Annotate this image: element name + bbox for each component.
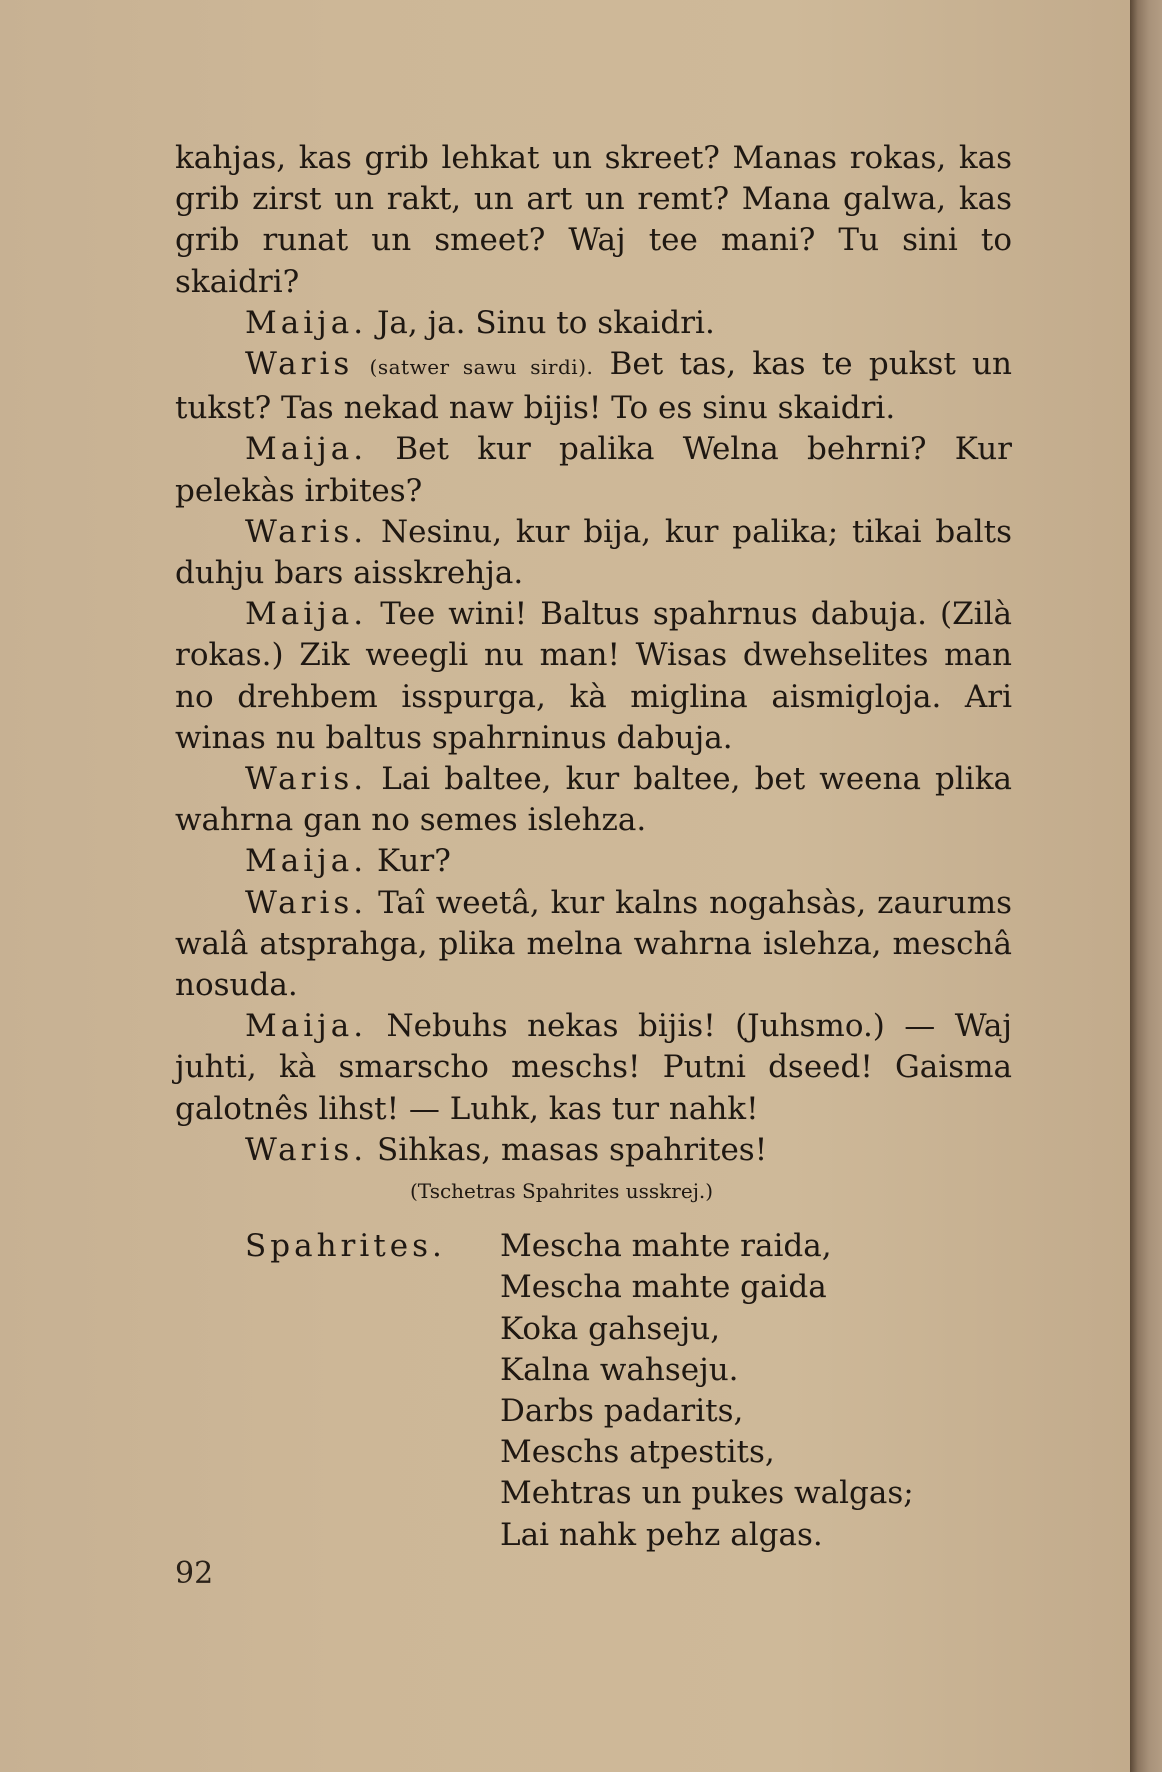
page-body (175, 138, 1012, 1556)
dialogue-text: Sihkas, masas spahrites! (377, 1131, 768, 1168)
dialogue-line (175, 1130, 1012, 1171)
dialogue-line (175, 594, 1012, 759)
song-block (175, 1226, 1012, 1556)
paragraph-continuation (175, 138, 1012, 303)
dialogue-text: Bet tas, kas te pukst un tukst? Tas nekad naw bijis! To es sinu skaidri. (175, 346, 1012, 427)
speaker-name: Waris. (245, 884, 368, 921)
speaker-name: Maija. (245, 431, 368, 468)
speaker-name: Waris. (245, 513, 368, 550)
song-line: Koka gahseju, (500, 1310, 721, 1347)
speaker-name: Waris. (245, 761, 368, 798)
dialogue-line (175, 303, 1012, 344)
dialogue-line (175, 512, 1012, 594)
dialogue-line (175, 883, 1012, 1007)
speaker-name: Maija. (245, 1008, 368, 1045)
dialogue-line (175, 841, 1012, 882)
dialogue-line (175, 1006, 1012, 1130)
centered-stage-direction: (Tschetras Spahrites usskrej.) (410, 1179, 714, 1204)
dialogue-text: Ja, ja. Sinu to skaidri. (376, 304, 715, 341)
song-line: Mehtras un pukes walgas; (500, 1475, 914, 1512)
dialogue-text: Tee wini! Baltus spahrnus dabuja. (Zilà rokas.) Zik weegli nu man! Wisas dwehselites man no drehbem isspurga, kà miglina aismigloja. Ari winas nu baltus spahrninus dabuja. (175, 596, 1012, 756)
song-line: Kalna wahseju. (500, 1351, 739, 1388)
song-line: Lai nahk pehz algas. (500, 1516, 823, 1553)
dialogue-text: Bet kur palika Welna behrni? Kur pelekàs irbites? (175, 431, 1013, 509)
paragraph-text: kahjas, kas grib lehkat un skreet? Manas rokas, kas grib zirst un rakt, un art un remt? Mana galwa, kas grib runat un smeet? Waj tee mani? Tu sini to skaidri? (175, 140, 1012, 300)
dialogue-line (175, 429, 1012, 511)
dialogue-text: Nebuhs nekas bijis! (Juhsmo.) — Waj juhti, kà smarscho meschs! Putni dseed! Gaisma galotnês lihst! — Luhk, kas tur nahk! (175, 1008, 1012, 1127)
dialogue-text: Kur? (376, 843, 451, 880)
song-lines (500, 1226, 914, 1556)
dialogue-text: Taî weetâ, kur kalns nogahsàs, zaurums walâ atsprahga, plika melna wahrna islehza, meschâ nosuda. (175, 884, 1012, 1004)
song-line: Mescha mahte gaida (500, 1269, 827, 1306)
song-line: Darbs padarits, (500, 1393, 744, 1430)
page-number: 92 (175, 1556, 214, 1591)
speaker-name: Waris. (245, 1131, 368, 1168)
dialogue-text: Lai baltee, kur baltee, bet weena plika wahrna gan no semes islehza. (175, 761, 1012, 839)
dialogue-text: Nesinu, kur bija, kur palika; tikai balts duhju bars aisskrehja. (175, 513, 1012, 592)
speaker-name: Maija. (245, 304, 368, 341)
speaker-name: Maija. (245, 843, 368, 880)
stage-direction: (satwer sawu sirdi). (369, 355, 594, 380)
song-line: Meschs atpestits, (500, 1434, 775, 1471)
song-speaker: Spahrites. (245, 1228, 446, 1265)
song-line: Mescha mahte raida, (500, 1228, 832, 1265)
book-spine-edge (1130, 0, 1162, 1772)
speaker-name: Maija. (245, 596, 368, 633)
dialogue-line (175, 759, 1012, 841)
dialogue-line (175, 344, 1012, 429)
speaker-name: Waris (245, 346, 354, 383)
